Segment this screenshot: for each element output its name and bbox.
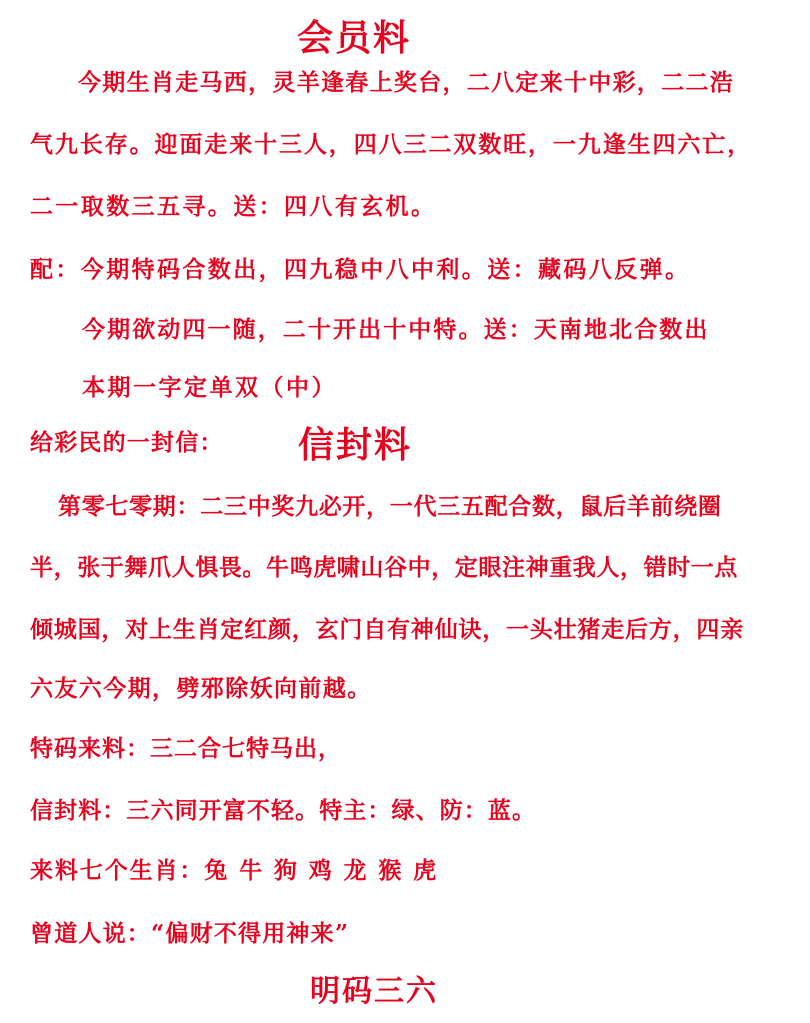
letter-material-line: 信封料：三六同开富不轻。特主：绿、防：蓝。 [30,797,537,824]
member-paragraph-line-1: 今期生肖走马西，灵羊逢春上奖台，二八定来十中彩，二二浩 [78,69,735,96]
letter-intro: 给彩民的一封信： [30,429,224,456]
member-paragraph-line-3: 二一取数三五寻。送：四八有玄机。 [30,193,437,220]
quote-line: 曾道人说：“偏财不得用神来” [30,920,350,947]
member-pairing-line: 配：今期特码合数出，四九稳中八中利。送：藏码八反弹。 [30,256,691,283]
letter-paragraph-line-2: 半，张于舞爪人惧畏。牛鸣虎啸山谷中，定眼注神重我人，错时一点 [30,554,738,581]
letter-paragraph-line-4: 六友六今期，劈邪除妖向前越。 [30,675,372,702]
footer-title: 明码三六 [310,974,438,1009]
single-double-line: 本期一字定单双（中） [82,374,337,401]
member-special-line: 今期欲动四一随，二十开出十中特。送：天南地北合数出 [82,316,710,343]
letter-material-title: 信封料 [298,424,413,466]
letter-paragraph-line-1: 第零七零期：二三中奖九必开，一代三五配合数，鼠后羊前绕圈 [58,493,722,520]
member-material-title: 会员料 [297,17,412,59]
letter-paragraph-line-3: 倾城国，对上生肖定红颜，玄门自有神仙诀，一头壮猪走后方，四亲 [30,616,744,643]
member-paragraph-line-2: 气九长存。迎面走来十三人，四八三二双数旺，一九逢生四六亡， [30,131,753,158]
special-code-line: 特码来料：三二合七特马出， [30,735,342,762]
zodiac-list-line: 来料七个生肖：兔 牛 狗 鸡 龙 猴 虎 [30,857,439,884]
